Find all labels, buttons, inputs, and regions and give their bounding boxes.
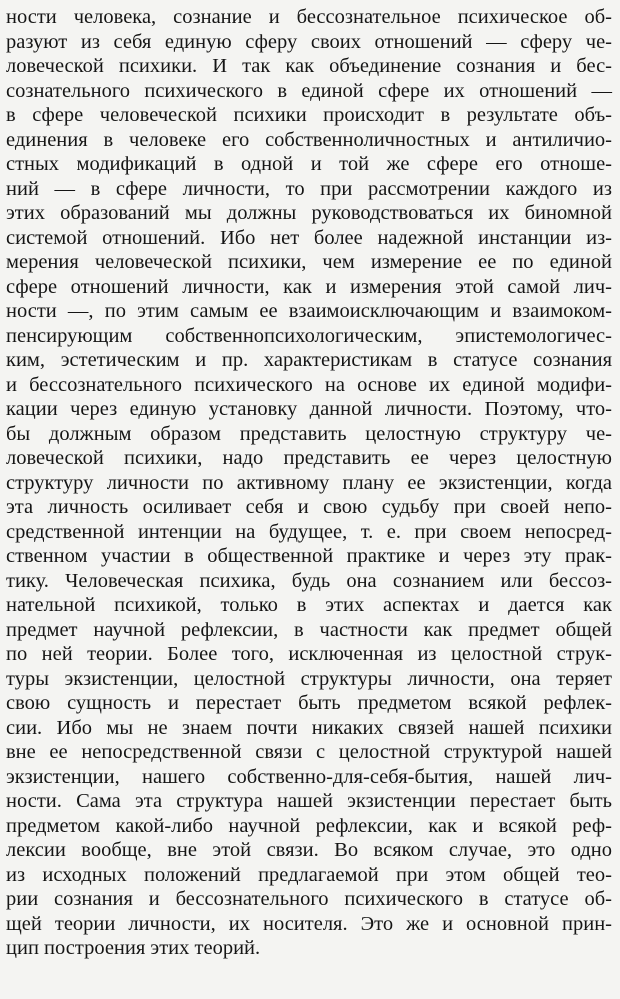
text-line: кации через единую установку данной личности. Поэтому, что- <box>6 398 612 420</box>
text-line: по ней теории. Более того, исключенная из целостной струк- <box>6 643 612 665</box>
text-line: ности. Сама эта структура нашей экзистенции перестает быть <box>6 790 612 812</box>
text-line: ний — в сфере личности, то при рассмотрении каждого из <box>6 177 612 200</box>
text-line: эта личность осиливает себя и свою судьбу при своей непо- <box>6 496 612 518</box>
text-line: предмет научной рефлексии, в частности как предмет общей <box>6 618 612 641</box>
text-line: ственном участии в общественной практике и через эту прак- <box>6 545 612 567</box>
text-line: ности —, по этим самым ее взаимоисключающим и взаимоком- <box>6 300 612 322</box>
text-line: мерения человеческой психики, чем измерение ее по единой <box>6 251 612 273</box>
text-line: средственной интенции на будущее, т. е. при своем непосред- <box>6 520 612 543</box>
text-line: экзистенции, нашего собственно-для-себя-бытия, нашей лич- <box>6 765 612 788</box>
text-line: ловеческой психики, надо представить ее через целостную <box>6 447 612 469</box>
text-line: единения в человеке его собственноличностных и антиличио- <box>6 128 612 151</box>
text-line: разуют из себя единую сферу своих отношений — сферу че- <box>6 30 612 53</box>
text-line: сознательного психического в единой сфере их отношений — <box>6 79 612 102</box>
text-line: из исходных положений предлагаемой при этом общей тео- <box>6 863 612 886</box>
text-line: цип построения этих теорий. <box>6 937 261 959</box>
text-line: и бессознательного психического на основе их единой модифи- <box>6 373 612 396</box>
text-line: ности человека, сознание и бессознательное психическое об- <box>6 6 612 28</box>
text-line: в сфере человеческой психики происходит в результате объ- <box>6 104 612 126</box>
text-line: сии. Ибо мы не знаем почти никаких связей нашей психики <box>6 716 612 739</box>
text-line: сфере отношений личности, как и измерения этой самой лич- <box>6 275 612 298</box>
text-line: стных модификаций в одной и той же сфере его отноше- <box>6 153 612 175</box>
text-line: туры экзистенции, целостной структуры личности, она теряет <box>6 667 612 690</box>
text-line: ловеческой психики. И так как объединение сознания и бес- <box>6 55 612 77</box>
text-line: тику. Человеческая психика, будь она сознанием или бессоз- <box>6 569 612 592</box>
text-line: этих образований мы должны руководствоваться их биномной <box>6 202 612 224</box>
text-line: лексии вообще, вне этой связи. Во всяком случае, это одно <box>6 839 612 861</box>
text-line: свою сущность и перестает быть предметом всякой рефлек- <box>6 692 612 714</box>
text-line: вне ее непосредственной связи с целостной структурой нашей <box>6 741 612 763</box>
text-line: системой отношений. Ибо нет более надежной инстанции из- <box>6 226 612 249</box>
text-line: структуру личности по активному плану ее экзистенции, когда <box>6 471 612 494</box>
text-line: нательной психикой, только в этих аспектах и дается как <box>6 594 612 616</box>
text-line: бы должным образом представить целостную структуру че- <box>6 422 612 445</box>
text-line: щей теории личности, их носителя. Это же и основной прин- <box>6 912 612 935</box>
text-line: пенсирующим собственнопсихологическим, эпистемологичес- <box>6 324 612 347</box>
text-line: рии сознания и бессознательного психического в статусе об- <box>6 888 612 910</box>
text-line: ким, эстетическим и пр. характеристикам в статусе сознания <box>6 349 612 371</box>
text-line: предметом какой-либо научной рефлексии, как и всякой реф- <box>6 814 612 837</box>
